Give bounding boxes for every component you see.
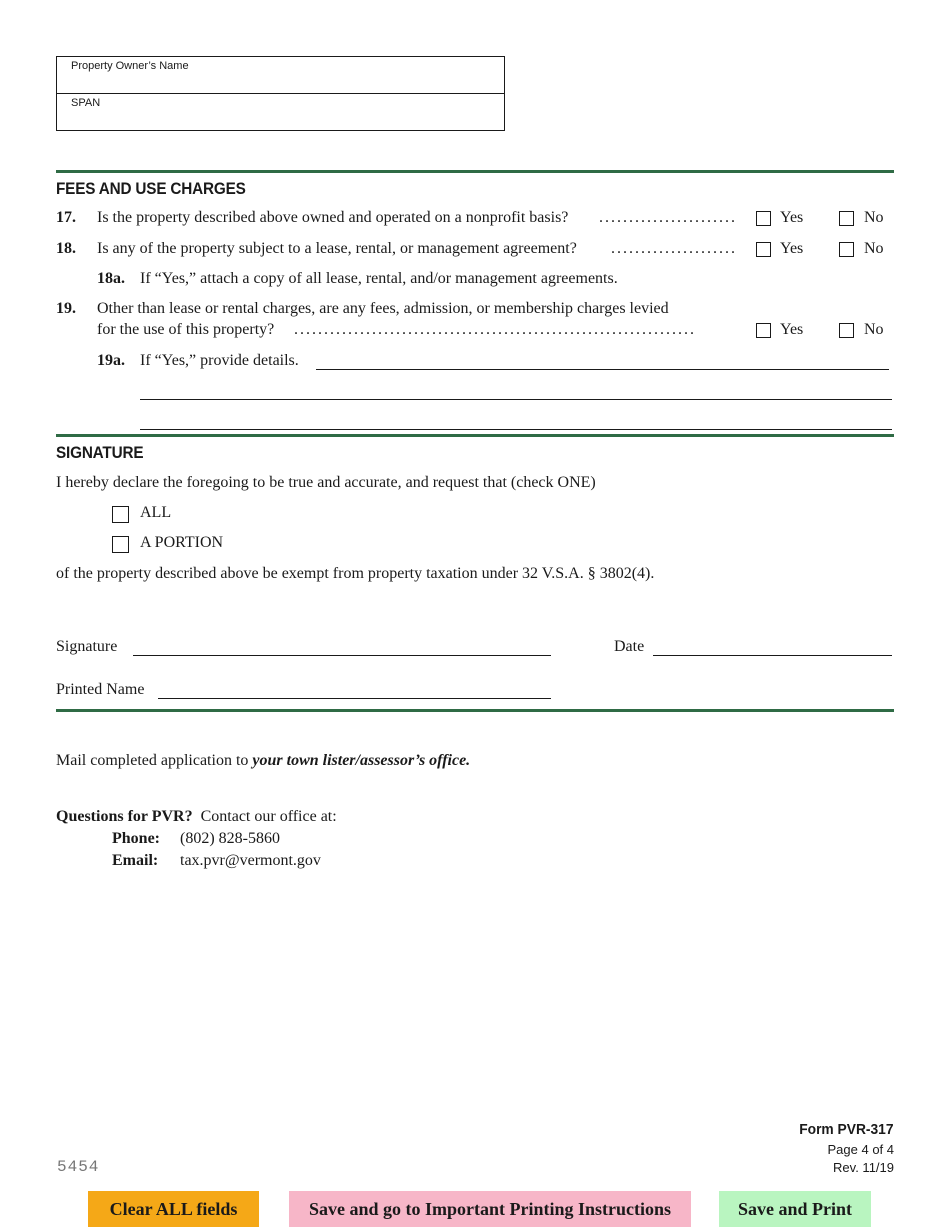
q17-leader: ....................... — [599, 209, 737, 226]
contact-question: Questions for PVR? — [56, 808, 193, 825]
mail-instructions — [56, 752, 470, 770]
q17-yes-checkbox[interactable] — [756, 211, 771, 226]
q19-yes-label: Yes — [780, 321, 804, 338]
q18-no-label: No — [864, 240, 884, 257]
q17-number: 17. — [56, 209, 76, 226]
q19a-details-line-1[interactable] — [316, 369, 889, 370]
contact-text: Contact our office at: — [200, 808, 337, 825]
email-value: tax.pvr@vermont.gov — [180, 852, 321, 869]
owner-name-label: Property Owner’s Name — [71, 60, 189, 72]
q19-no-label: No — [864, 321, 884, 338]
signature-line[interactable] — [133, 655, 551, 656]
phone-label: Phone: — [112, 830, 160, 847]
option-all-label: ALL — [140, 504, 172, 521]
q18-number: 18. — [56, 240, 76, 257]
q19-text-line1: Other than lease or rental charges, are any fees, admission, or membership charges levied — [97, 300, 669, 317]
q18a-text: If “Yes,” attach a copy of all lease, rental, and/or management agreements. — [140, 270, 618, 287]
q18a-number: 18a. — [97, 270, 125, 287]
date-line[interactable] — [653, 655, 892, 656]
clear-all-button[interactable]: Clear ALL fields — [88, 1191, 259, 1227]
q18-no-checkbox[interactable] — [839, 242, 854, 257]
q18-text: Is any of the property subject to a lease, rental, or management agreement? — [97, 240, 577, 257]
revision: Rev. 11/19 — [833, 1160, 894, 1175]
printed-name-line[interactable] — [158, 698, 551, 699]
q17-text: Is the property described above owned and operated on a nonprofit basis? — [97, 209, 569, 226]
mail-prefix: Mail completed application to — [56, 752, 253, 769]
contact-heading — [56, 808, 337, 826]
exempt-text: of the property described above be exempt from property taxation under 32 V.S.A. § 3802(4). — [56, 565, 655, 582]
signature-label: Signature — [56, 638, 118, 655]
save-instructions-button[interactable]: Save and go to Important Printing Instructions — [289, 1191, 691, 1227]
q19a-number: 19a. — [97, 352, 125, 369]
q19-number: 19. — [56, 300, 76, 317]
section-divider — [56, 434, 894, 437]
mail-destination: your town lister/assessor’s office. — [252, 752, 471, 769]
section-divider — [56, 170, 894, 173]
signature-title: SIGNATURE — [56, 443, 144, 462]
q19-yes-checkbox[interactable] — [756, 323, 771, 338]
option-all-checkbox[interactable] — [112, 506, 129, 523]
q19a-text: If “Yes,” provide details. — [140, 352, 299, 369]
option-portion-label: A PORTION — [140, 534, 224, 551]
declare-text: I hereby declare the foregoing to be true and accurate, and request that (check ONE) — [56, 474, 596, 491]
q17-no-label: No — [864, 209, 884, 226]
fees-title: FEES AND USE CHARGES — [56, 179, 246, 198]
span-field[interactable] — [57, 94, 504, 130]
printed-name-label: Printed Name — [56, 681, 145, 698]
phone-value: (802) 828-5860 — [180, 830, 280, 847]
email-label: Email: — [112, 852, 159, 869]
form-code: 5454 — [57, 1158, 100, 1176]
owner-box — [56, 56, 505, 131]
q18-leader: ..................... — [611, 240, 737, 257]
q18-yes-checkbox[interactable] — [756, 242, 771, 257]
form-id: Form PVR-317 — [799, 1121, 894, 1138]
q18-yes-label: Yes — [780, 240, 804, 257]
save-print-button[interactable]: Save and Print — [719, 1191, 871, 1227]
q17-no-checkbox[interactable] — [839, 211, 854, 226]
owner-name-field[interactable] — [57, 57, 504, 94]
section-divider — [56, 709, 894, 712]
page-number: Page 4 of 4 — [827, 1142, 894, 1157]
q19-text-line2: for the use of this property? — [97, 321, 275, 338]
q19-no-checkbox[interactable] — [839, 323, 854, 338]
q19-leader: ................................................................... — [294, 321, 696, 338]
q19a-details-line-2[interactable] — [140, 399, 892, 400]
q19a-details-line-3[interactable] — [140, 429, 892, 430]
span-label: SPAN — [71, 97, 101, 109]
date-label: Date — [614, 638, 645, 655]
q17-yes-label: Yes — [780, 209, 804, 226]
option-portion-checkbox[interactable] — [112, 536, 129, 553]
